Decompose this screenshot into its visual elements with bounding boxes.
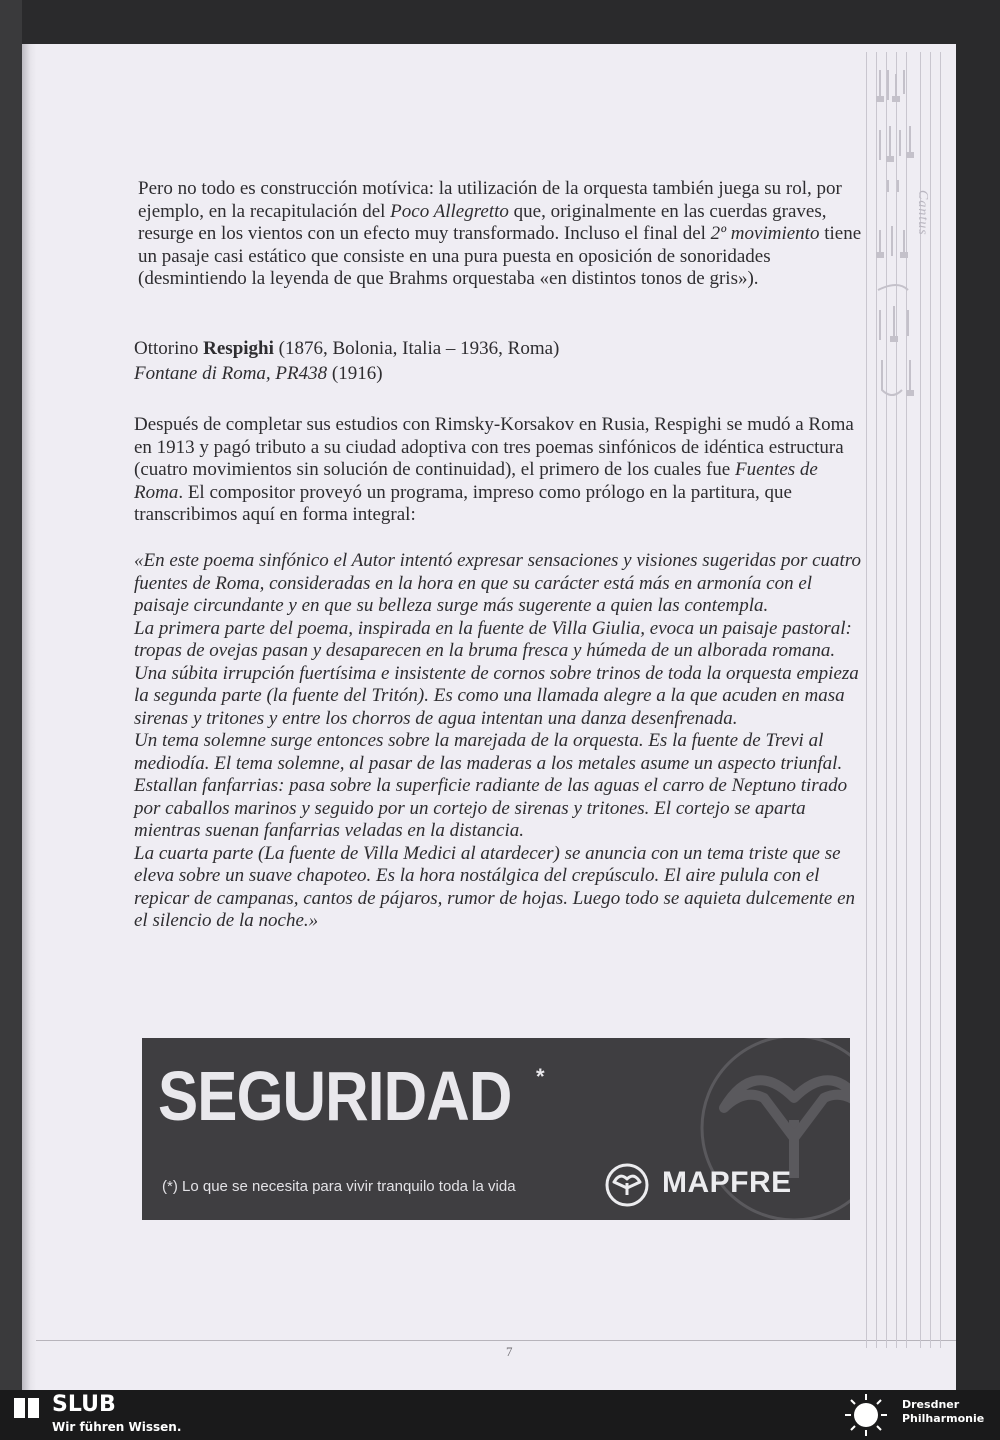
scan-border-right	[956, 0, 1000, 1390]
slub-tagline: Wir führen Wissen.	[52, 1420, 182, 1434]
scan-border-left	[0, 0, 22, 1390]
work-title: Fontane di Roma, PR438 (1916)	[134, 363, 383, 384]
composer-heading: Ottorino Respighi (1876, Bolonia, Italia – 1936, Roma)	[134, 338, 560, 359]
program-quote	[134, 550, 864, 933]
dresdner-philharmonie-logo-icon	[842, 1392, 890, 1438]
mapfre-advertisement	[142, 1038, 850, 1220]
quote-part-4: La cuarta parte (La fuente de Villa Medici al atardecer) se anuncia con un tema triste que se eleva sobre un suave chapoteo. Es la hora nostálgica del crepúsculo. El aire pulula con el repicar de campanas, cantos de pájaros, rumor de hojas. Luego todo se aquieta dulcemente en el silencio de la noche.»	[134, 842, 856, 931]
page-gutter	[22, 44, 36, 1390]
decorative-side-text: Cantus	[915, 190, 930, 236]
ad-brand-name: MAPFRE	[662, 1166, 792, 1199]
ad-headline: SEGURIDAD	[158, 1057, 512, 1135]
ad-asterisk: *	[536, 1064, 545, 1089]
quote-intro: «En este poema sinfónico el Autor intentó expresar sensaciones y visiones sugeridas por cuatro fuentes de Roma, consideradas en la hora en que su carácter está más en armonía con el paisaje circundante y en que su belleza surge más sugerente a quien las contempla.	[134, 550, 862, 616]
book-icon	[12, 1396, 42, 1420]
slub-logo-text: SLUB	[52, 1392, 116, 1417]
quote-part-3: Un tema solemne surge entonces sobre la marejada de la orquesta. Es la fuente de Trevi al mediodía. El tema solemne, al pasar de las maderas a los metales asume un aspecto triunfal. Estallan fanfarrias: pasa sobre la superficie radiante de las aguas el carro de Neptuno tirado por caballos marinos y seguido por un cortejo de sirenas y tritones. El cortejo se aparta mientras suenan fanfarrias veladas en la distancia.	[134, 730, 848, 841]
partner-name-line1: Dresdner	[902, 1398, 960, 1411]
footer-bar	[0, 1390, 1000, 1440]
paragraph-brahms: Pero no todo es construcción motívica: la utilización de la orquesta también juega su rol, por ejemplo, en la recapitulación del Poco Allegretto que, originalmente en las cuerdas graves, resurge en los vientos con un efecto muy transformado. Incluso el final del 2º movimiento tiene un pasaje casi estático que consiste en una pura puesta en oposición de sonoridades (desmintiendo la leyenda de que Brahms orquestaba «en distintos tonos de gris»).	[138, 178, 862, 289]
composer-surname: Respighi	[203, 338, 274, 359]
partner-name-line2: Philharmonie	[902, 1412, 985, 1425]
page-number: 7	[506, 1344, 513, 1359]
quote-part-2: Una súbita irrupción fuertísima e insistente de cornos sobre trinos de toda la orquesta empieza la segunda parte (la fuente del Tritón). Es como una llamada alegre a la que acuden en masa sirenas y tritones y entre los chorros de agua intentan una danza desenfrenada.	[134, 662, 859, 729]
ad-tagline: (*) Lo que se necesita para vivir tranquilo toda la vida	[162, 1178, 516, 1195]
mapfre-logo-icon	[604, 1162, 650, 1208]
neume-notation-icon	[870, 60, 940, 420]
quote-part-1: La primera parte del poema, inspirada en la fuente de Villa Giulia, evoca un paisaje pastoral: tropas de ovejas pasan y desaparecen en la bruma fresca y húmeda de un alborada romana.	[134, 617, 852, 661]
scan-border-top	[0, 0, 1000, 44]
page-edge-line	[36, 1340, 956, 1341]
paragraph-respighi: Después de completar sus estudios con Rimsky-Korsakov en Rusia, Respighi se mudó a Roma en 1913 y pagó tributo a su ciudad adoptiva con tres poemas sinfónicos de idéntica estructura (cuatro movimientos sin solución de continuidad), el primero de los cuales fue Fuentes de Roma. El compositor proveyó un programa, impreso como prólogo en la partitura, que transcribimos aquí en forma integral:	[134, 414, 854, 525]
